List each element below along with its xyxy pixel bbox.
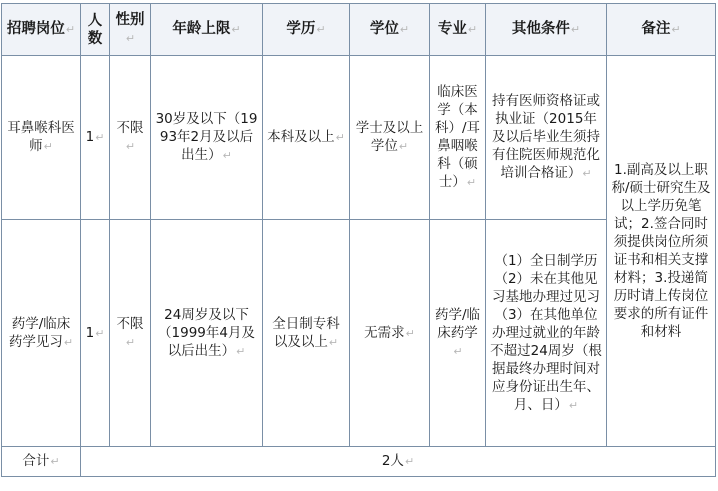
cell-position: 药学/临床药学见习 ↵ bbox=[2, 220, 81, 447]
cell-degree: 无需求 ↵ bbox=[350, 220, 430, 447]
cell-count: 1 ↵ bbox=[81, 220, 110, 447]
cell-education: 全日制专科以及以上 ↵ bbox=[263, 220, 350, 447]
cell-major: 临床医学（本科）/耳鼻咽喉科（硕士） ↵ bbox=[430, 56, 486, 220]
cell-note: 1.副高及以上职称/硕士研究生及以上学历免笔试；2.签合同时须提供岗位所须证书和相关支撑材料；3.投递简历时请上传岗位要求的所有证件和材料 bbox=[607, 56, 716, 447]
table-row bbox=[2, 56, 716, 220]
header-education: 学历 ↵ bbox=[263, 4, 350, 56]
total-row bbox=[2, 447, 716, 477]
cell-education: 本科及以上 ↵ bbox=[263, 56, 350, 220]
cell-age: 30岁及以下（1993年2月及以后出生） ↵ bbox=[151, 56, 263, 220]
header-position: 招聘岗位 ↵ bbox=[2, 4, 81, 56]
cell-position: 耳鼻喉科医师 ↵ bbox=[2, 56, 81, 220]
header-major: 专业 ↵ bbox=[430, 4, 486, 56]
cell-other: 持有医师资格证或执业证（2015年及以后毕业生须持有住院医师规范化培训合格证） ↵ bbox=[486, 56, 607, 220]
header-degree: 学位 ↵ bbox=[350, 4, 430, 56]
cell-gender: 不限 ↵ bbox=[110, 56, 151, 220]
header-gender: 性别 ↵ bbox=[110, 4, 151, 56]
cell-other: （1）全日制学历（2）未在其他见习基地办理过见习（3）在其他单位办理过就业的年龄不超过24周岁（根据最终办理时间对应身份证出生年、月、日） ↵ bbox=[486, 220, 607, 447]
cell-count: 1 ↵ bbox=[81, 56, 110, 220]
header-age: 年龄上限 ↵ bbox=[151, 4, 263, 56]
total-value: 2人 ↵ bbox=[81, 447, 716, 477]
header-count: 人数 bbox=[81, 4, 110, 56]
total-label: 合计 ↵ bbox=[2, 447, 81, 477]
header-other: 其他条件 ↵ bbox=[486, 4, 607, 56]
cell-gender: 不限 ↵ bbox=[110, 220, 151, 447]
cell-age: 24周岁及以下（1999年4月及以后出生） ↵ bbox=[151, 220, 263, 447]
recruitment-table bbox=[1, 3, 716, 477]
header-row bbox=[2, 4, 716, 56]
header-note: 备注 ↵ bbox=[607, 4, 716, 56]
cell-major: 药学/临床药学 ↵ bbox=[430, 220, 486, 447]
cell-degree: 学士及以上学位 ↵ bbox=[350, 56, 430, 220]
